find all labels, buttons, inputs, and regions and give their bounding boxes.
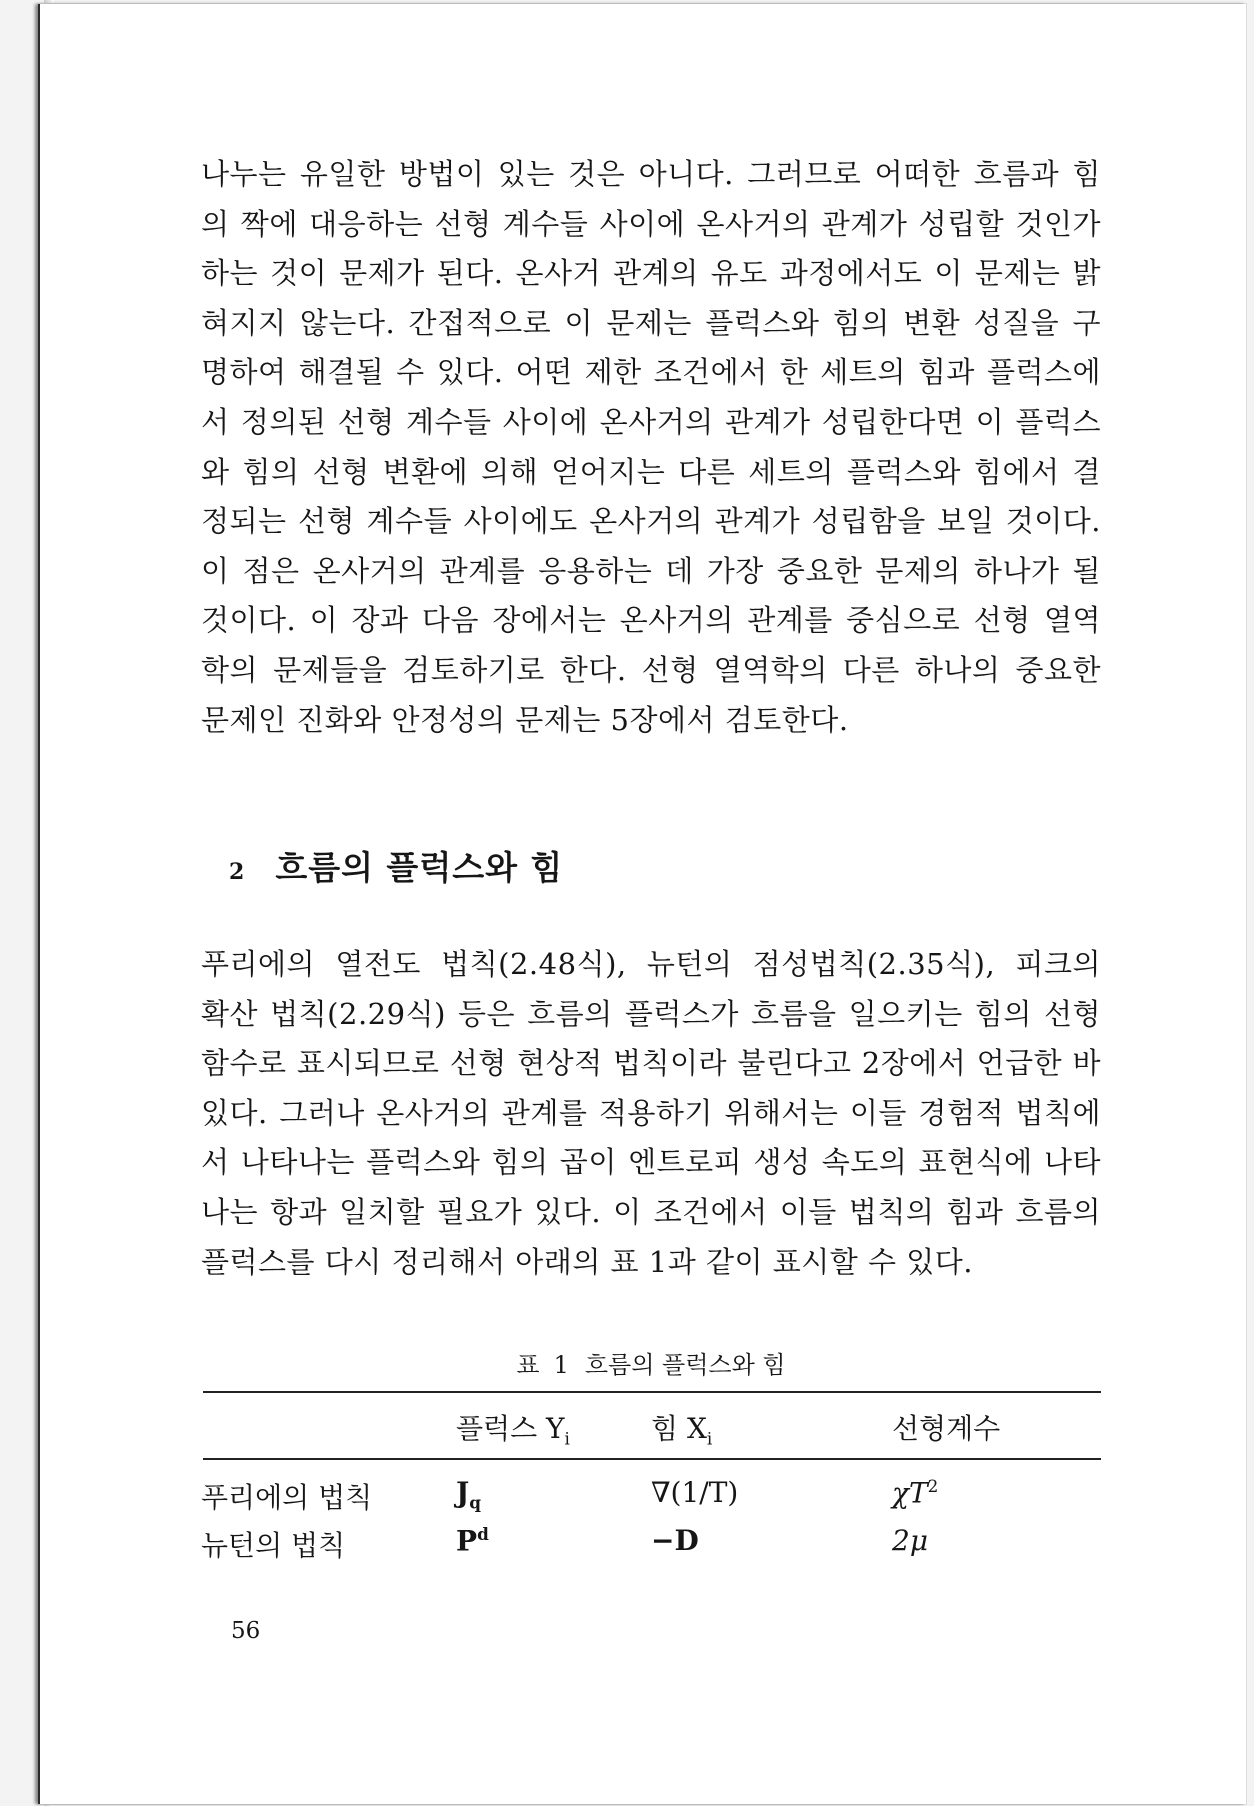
text-line: 서 나타나는 플럭스와 힘의 곱이 엔트로피 생성 속도의 표현식에 나타 — [201, 1145, 1101, 1180]
header-force — [651, 1407, 712, 1449]
row-newton-force: −D — [651, 1524, 699, 1557]
section-heading — [229, 842, 563, 889]
text-line: 나누는 유일한 방법이 있는 것은 아니다. 그러므로 어떠한 흐름과 힘 — [201, 157, 1101, 191]
coef-superscript: 2 — [927, 1476, 939, 1496]
table-top-rule — [203, 1391, 1101, 1393]
row-newton-flux — [456, 1524, 489, 1557]
body-paragraph-1 — [201, 150, 1101, 745]
row-fourier-force: ∇(1/T) — [651, 1476, 739, 1509]
text-line: 문제인 진화와 안정성의 문제는 5장에서 검토한다. — [201, 702, 849, 737]
header-flux-subscript: i — [564, 1428, 570, 1449]
text-line: 있다. 그러나 온사거의 관계를 적용하기 위해서는 이들 경험적 법칙에 — [201, 1095, 1101, 1130]
text-line: 플럭스를 다시 정리해서 아래의 표 1과 같이 표시할 수 있다. — [201, 1244, 973, 1279]
header-flux — [456, 1407, 570, 1449]
text-line: 서 정의된 선형 계수들 사이에 온사거의 관계가 성립한다면 이 플럭스 — [201, 404, 1101, 439]
row-fourier-coef — [892, 1476, 938, 1509]
text-line: 나는 항과 일치할 필요가 있다. 이 조건에서 이들 법칙의 힘과 흐름의 — [201, 1194, 1101, 1229]
page-number: 56 — [231, 1618, 261, 1644]
row-fourier-law: 푸리에의 법칙 — [201, 1481, 373, 1514]
table-header-rule — [203, 1458, 1101, 1460]
text-line: 확산 법칙(2.29식) 등은 흐름의 플럭스가 흐름을 일으키는 힘의 선형 — [201, 996, 1101, 1031]
text-line: 명하여 해결될 수 있다. 어떤 제한 조건에서 한 세트의 힘과 플럭스에 — [201, 355, 1101, 390]
text-line: 이 점은 온사거의 관계를 응용하는 데 가장 중요한 문제의 하나가 될 — [201, 553, 1101, 588]
text-line: 것이다. 이 장과 다음 장에서는 온사거의 관계를 중심으로 선형 열역 — [201, 603, 1101, 638]
text-line: 함수로 표시되므로 선형 현상적 법칙이라 불린다고 2장에서 언급한 바 — [201, 1046, 1101, 1081]
text-line: 학의 문제들을 검토하기로 한다. 선형 열역학의 다른 하나의 중요한 — [201, 652, 1101, 687]
coef-symbol: χT — [892, 1476, 928, 1510]
row-newton-coef: 2μ — [892, 1524, 929, 1557]
text-line: 하는 것이 문제가 된다. 온사거 관계의 유도 과정에서도 이 문제는 밝 — [201, 256, 1101, 291]
flux-symbol: J — [456, 1476, 470, 1509]
header-coefficient: 선형계수 — [892, 1412, 1001, 1445]
section-number: 2 — [229, 859, 246, 885]
text-line: 푸리에의 열전도 법칙(2.48식), 뉴턴의 점성법칙(2.35식), 피크의 — [201, 947, 1101, 981]
header-flux-label: 플럭스 Y — [456, 1412, 565, 1445]
caption-number: 1 — [553, 1351, 569, 1379]
section-title: 흐름의 플럭스와 힘 — [275, 848, 564, 887]
text-line: 혀지지 않는다. 간접적으로 이 문제는 플럭스와 힘의 변환 성질을 구 — [201, 305, 1101, 340]
text-line: 정되는 선형 계수들 사이에도 온사거의 관계가 성립함을 보일 것이다. — [201, 504, 1101, 539]
header-force-subscript: i — [706, 1428, 713, 1449]
text-line: 의 짝에 대응하는 선형 계수들 사이에 온사거의 관계가 성립할 것인가 — [201, 206, 1101, 241]
row-fourier-flux — [456, 1476, 481, 1513]
flux-subscript: q — [469, 1492, 481, 1513]
caption-prefix: 표 — [516, 1351, 540, 1379]
caption-title: 흐름의 플럭스와 힘 — [584, 1351, 786, 1379]
table-caption — [201, 1345, 1101, 1380]
flux-symbol: P — [456, 1524, 478, 1558]
text-line: 와 힘의 선형 변환에 의해 얻어지는 다른 세트의 플럭스와 힘에서 결 — [201, 454, 1101, 489]
body-paragraph-2 — [201, 940, 1101, 1287]
row-newton-law: 뉴턴의 법칙 — [201, 1529, 346, 1562]
flux-superscript: d — [477, 1524, 489, 1544]
header-force-label: 힘 X — [651, 1412, 707, 1445]
